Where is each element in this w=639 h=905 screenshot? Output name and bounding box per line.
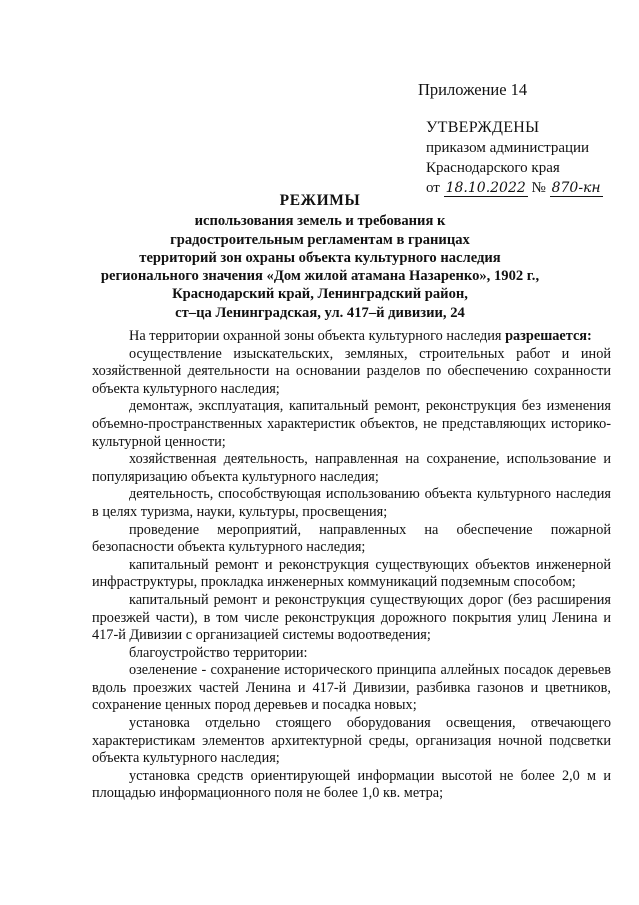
title-line-6: ст–ца Ленинградская, ул. 417–й дивизии, 24 [175, 304, 465, 321]
list-item: капитальный ремонт и реконструкция существующих объектов инженерной инфраструктуры, прокладка инженерных коммуникаций подземным способом; [92, 556, 611, 591]
title-main: РЕЖИМЫ [279, 192, 361, 209]
list-item: демонтаж, эксплуатация, капитальный ремонт, реконструкция без изменения объемно-пространственных характеристик объектов, не представляющих историко-культурной ценности; [92, 398, 611, 450]
title-line-4: регионального значения «Дом жилой атамана Назаренко», 1902 г., [100, 268, 540, 285]
list-item: озеленение - сохранение исторического принципа аллейных посадок деревьев вдоль проезжих частей Ленина и 417-й Дивизии, разбивка газонов и цветников, сохранение ценных пород деревьев и посадка новых; [92, 662, 611, 714]
order-line-2: Краснодарского края [426, 160, 560, 176]
approved-heading: УТВЕРЖДЕНЫ [426, 119, 540, 136]
intro-text: На территории охранной зоны объекта культурного наследия [129, 328, 502, 344]
approval-block [426, 118, 603, 198]
list-item: осуществление изыскательских, земляных, строительных работ и иной хозяйственной деятельности на основании разделов по обеспечению сохранности объекта культурного наследия; [92, 345, 611, 397]
order-line-1: приказом администрации [426, 140, 590, 156]
list-item: хозяйственная деятельность, направленная на сохранение, использование и популяризацию объекта культурного наследия; [92, 451, 611, 485]
list-item: установка отдельно стоящего оборудования освещения, отвечающего характеристикам элементов архитектурной среды, организация ночной подсветки объекта культурного наследия; [92, 715, 611, 767]
appendix-label: Приложение 14 [418, 80, 528, 99]
list-item: проведение мероприятий, направленных на обеспечение пожарной безопасности объекта культурного наследия; [92, 521, 611, 556]
intro-paragraph [92, 328, 611, 346]
intro-bold-text: разрешается: [505, 328, 592, 344]
date-prefix: от [426, 180, 440, 196]
title-line-1: использования земель и требования к [194, 213, 446, 230]
document-title [90, 192, 550, 322]
handwritten-number: 870-кн [551, 180, 601, 196]
body-text [92, 328, 611, 803]
list-item: установка средств ориентирующей информации высотой не более 2,0 м и площадью информационного поля не более 1,0 кв. метра; [92, 767, 611, 802]
handwritten-date: 18.10.2022 [445, 180, 526, 196]
number-prefix: № [531, 180, 546, 196]
title-line-2: градостроительным регламентам в границах [170, 231, 470, 248]
title-line-5: Краснодарский край, Ленинградский район, [172, 286, 468, 303]
list-item: деятельность, способствующая использованию объекта культурного наследия в целях туризма, науки, культуры, просвещения; [92, 486, 611, 520]
list-item: благоустройство территории: [129, 644, 308, 661]
title-line-3: территорий зон охраны объекта культурного наследия [139, 249, 501, 266]
list-item: капитальный ремонт и реконструкция существующих дорог (без расширения проезжей части), в том числе реконструкция дорожного покрытия улиц Ленина и 417-й Дивизии с организацией системы водоотведения; [92, 591, 611, 644]
